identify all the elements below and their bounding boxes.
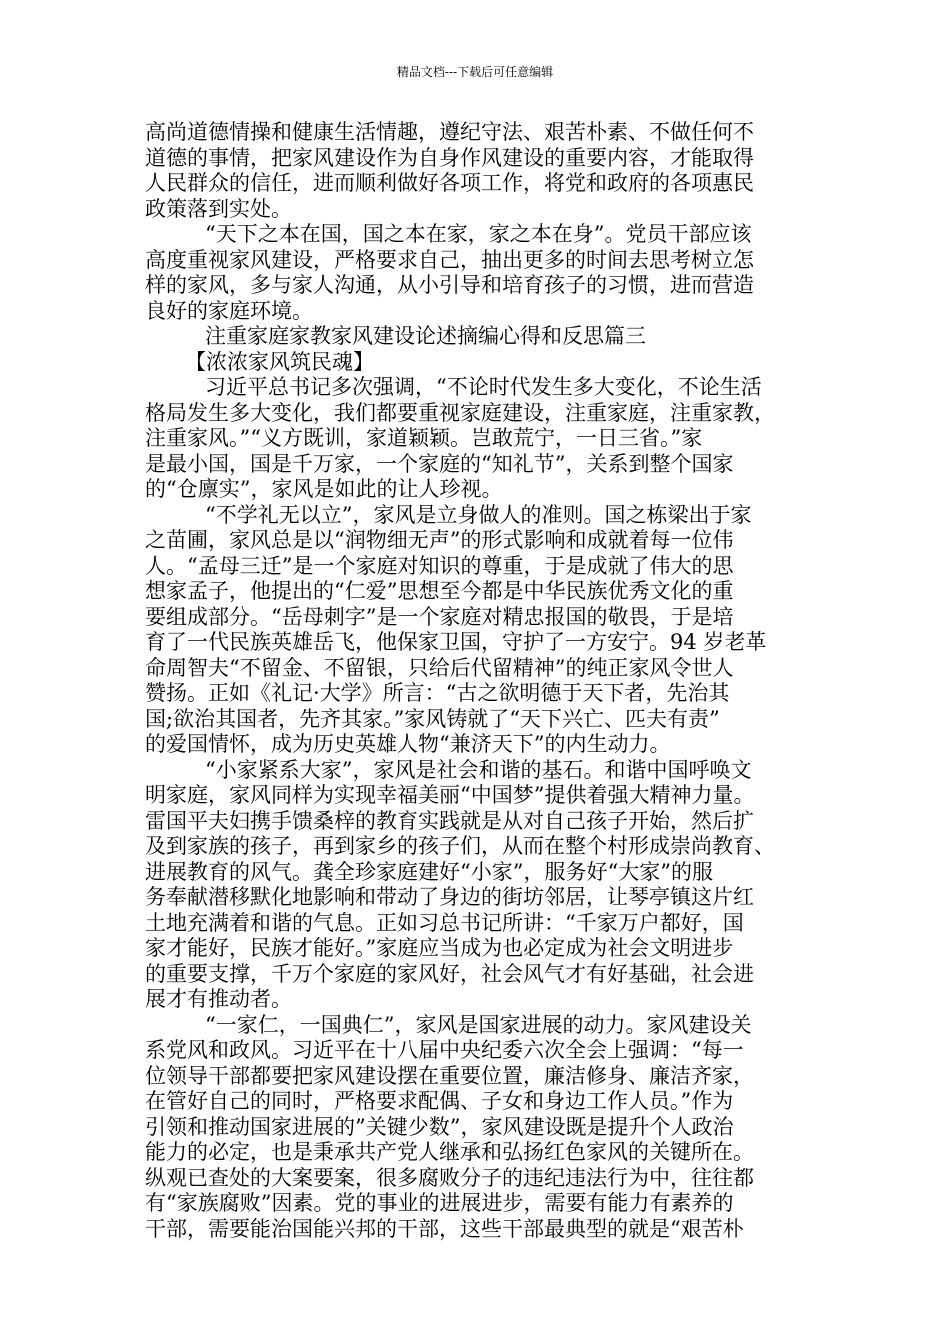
text-line: 的“仓廪实”，家风是如此的让人珍视。 <box>145 477 503 501</box>
text-line: 的爱国情怀，成为历史英雄人物“兼济天下”的内生动力。 <box>145 732 671 756</box>
text-line: 之苗圃，家风总是以“润物细无声”的形式影响和成就着每一位伟 <box>145 528 734 552</box>
text-line: 道德的事情，把家风建设作为自身作风建设的重要内容，才能取得 <box>145 145 754 170</box>
text-line: 命周智夫“不留金、不留银，只给后代留精神”的纯正家风令世人 <box>145 655 734 680</box>
text-line: 注重家庭家教家风建设论述摘编心得和反思篇三 <box>205 324 646 348</box>
text-line: 干部，需要能治国能兴邦的干部，这些干部最典型的就是“艰苦朴 <box>145 1216 744 1241</box>
text-line: 良好的家庭环境。 <box>145 298 313 323</box>
text-line: 【浓浓家风筑民魂】 <box>185 349 374 374</box>
text-line: 习近平总书记多次强调，“不论时代发生多大变化，不论生活 <box>205 375 762 399</box>
text-line: 家才能好，民族才能好。”家庭应当成为也必定成为社会文明进步 <box>145 936 734 960</box>
text-line: 格局发生多大变化，我们都要重视家庭建设，注重家庭，注重家教， <box>145 400 775 425</box>
text-line: 人民群众的信任，进而顺利做好各项工作，将党和政府的各项惠民 <box>145 171 754 195</box>
text-line: 能力的必定，也是秉承共产党人继承和弘扬红色家风的关键所在。 <box>145 1140 754 1164</box>
text-line: 位领导干部都要把家风建设摆在重要位置，廉洁修身、廉洁齐家， <box>145 1063 754 1088</box>
text-line: 雷国平夫妇携手馈桑梓的教育实践就是从对自己孩子开始，然后扩 <box>145 808 754 833</box>
text-line: “不学礼无以立”，家风是立身做人的准则。国之栋梁出于家 <box>205 502 752 527</box>
text-line: 高尚道德情操和健康生活情趣，遵纪守法、艰苦朴素、不做任何不 <box>145 120 754 144</box>
text-line: 育了一代民族英雄岳飞，他保家卫国，守护了一方安宁。94 岁老革 <box>145 630 767 654</box>
text-line: 注重家风。”“义方既训，家道颖颖。岂敢荒宁，一日三省。”家 <box>145 426 703 450</box>
text-line: 系党风和政风。习近平在十八届中央纪委六次全会上强调：“每一 <box>145 1038 744 1062</box>
text-line: 政策落到实处。 <box>145 196 292 221</box>
text-line: 想家孟子，他提出的“仁爱”思想至今都是中华民族优秀文化的重 <box>145 579 734 603</box>
text-line: “小家紧系大家”，家风是社会和谐的基石。和谐中国呼唤文 <box>205 757 752 782</box>
text-line: 赞扬。正如《礼记·大学》所言：“古之欲明德于天下者，先治其 <box>145 681 730 705</box>
page-header: 精品文档---下载后可任意编辑 <box>396 65 554 79</box>
text-line: 的重要支撑，千万个家庭的家风好，社会风气才有好基础，社会进 <box>145 961 754 986</box>
text-line: “天下之本在国，国之本在家，家之本在身”。党员干部应该 <box>205 222 752 246</box>
text-line: “一家仁，一国典仁”，家风是国家进展的动力。家风建设关 <box>205 1012 752 1037</box>
text-line: 务奉献潜移默化地影响和带动了身边的街坊邻居，让琴亭镇这片红 <box>145 885 754 909</box>
text-line: 国;欲治其国者，先齐其家。”家风铸就了“天下兴亡、匹夫有责” <box>145 706 720 731</box>
text-line: 引领和推动国家进展的”关键少数”，家风建设既是提升个人政治 <box>145 1114 734 1139</box>
text-line: 土地充满着和谐的气息。正如习总书记所讲：“千家万户都好，国 <box>145 910 744 935</box>
text-line: 在管好自己的同时，严格要求配偶、子女和身边工作人员。”作为 <box>145 1089 734 1113</box>
text-line: 人。“孟母三迁”是一个家庭对知识的尊重，于是成就了伟大的思 <box>145 553 734 578</box>
text-line: 是最小国，国是千万家，一个家庭的“知礼节”，关系到整个国家 <box>145 451 734 476</box>
text-line: 展才有推动者。 <box>145 987 292 1011</box>
text-line: 明家庭，家风同样为实现幸福美丽“中国梦”提供着强大精神力量。 <box>145 783 755 807</box>
text-line: 高度重视家风建设，严格要求自己，抽出更多的时间去思考树立怎 <box>145 247 754 272</box>
document-body <box>145 120 815 1242</box>
text-line: 要组成部分。“岳母刺字”是一个家庭对精忠报国的敬畏，于是培 <box>145 604 734 629</box>
text-line: 有“家族腐败”因素。党的事业的进展进步，需要有能力有素养的 <box>145 1191 734 1215</box>
text-line: 纵观已查处的大案要案，很多腐败分子的违纪违法行为中，往往都 <box>145 1165 754 1190</box>
text-line: 进展教育的风气。龚全珍家庭建好“小家”，服务好“大家”的服 <box>145 859 713 884</box>
text-line: 及到家族的孩子，再到家乡的孩子们，从而在整个村形成崇尚教育、 <box>145 834 775 858</box>
text-line: 样的家风，多与家人沟通，从小引导和培育孩子的习惯，进而营造 <box>145 273 754 297</box>
